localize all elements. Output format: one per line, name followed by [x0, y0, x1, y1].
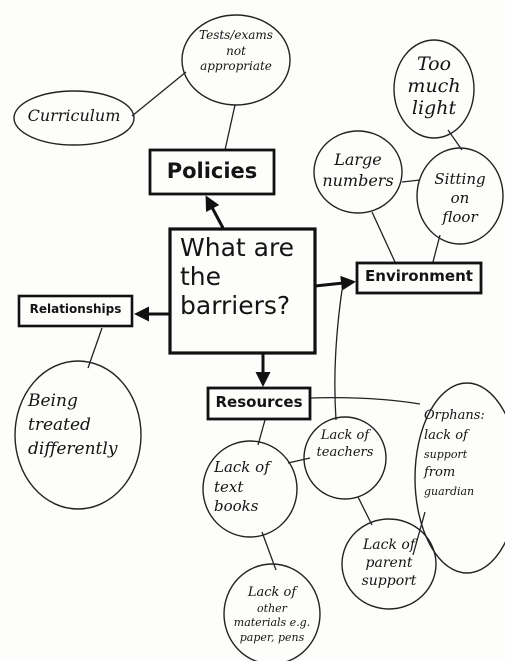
link-largenumbers-environment — [372, 212, 395, 262]
lack-parent-support-line-1: Lack of — [362, 537, 416, 553]
tests-line-3: appropriate — [200, 59, 272, 74]
too-much-light-line-1: Too — [416, 53, 452, 75]
resources-label: Resources — [215, 393, 303, 411]
large-numbers-line-1: Large — [334, 150, 382, 169]
lack-parent-support-label — [346, 536, 432, 591]
central-question-line-3: barriers? — [180, 290, 291, 320]
central-question — [172, 234, 313, 320]
too-much-light-label — [398, 54, 470, 120]
lack-parent-support-line-3: support — [361, 573, 417, 590]
link-sitting-environment — [433, 235, 440, 262]
link-curriculum-tests — [132, 72, 186, 116]
lack-text-books-line-1: Lack of — [214, 458, 270, 476]
treated-differently-line-3: differently — [28, 438, 118, 459]
policies-label: Policies — [166, 159, 258, 183]
link-policies-tests — [225, 105, 235, 150]
link-teachers-parent — [358, 497, 372, 525]
tests-line-1: Tests/exams — [199, 28, 273, 42]
link-environment-teachers-line — [335, 290, 342, 420]
large-numbers-label — [318, 150, 398, 192]
treated-differently-label — [22, 390, 134, 461]
orphans-label — [420, 406, 505, 501]
too-much-light-line-3: light — [411, 96, 457, 119]
central-question-line-2: the — [180, 261, 222, 291]
sitting-on-floor-label — [422, 170, 498, 226]
too-much-light-line-2: much — [407, 74, 461, 97]
relationships-label: Relationships — [29, 302, 122, 316]
link-resources-orphans — [310, 398, 420, 404]
lack-teachers-line-2: teachers — [316, 444, 374, 460]
orphans-line-1: Orphans: — [424, 408, 485, 423]
sitting-on-floor-line-1: Sitting — [434, 170, 486, 188]
lack-other-materials-line-4: paper, pens — [239, 631, 305, 645]
tests-label — [190, 28, 282, 75]
lack-parent-support-line-2: parent — [365, 555, 413, 572]
lack-teachers-label — [310, 428, 380, 462]
sitting-on-floor-line-2: on — [450, 188, 470, 207]
orphans-line-2: lack of — [424, 428, 468, 444]
tests-line-2: not — [226, 43, 246, 58]
treated-differently-line-2: treated — [28, 414, 91, 435]
curriculum-label: Curriculum — [27, 106, 121, 125]
lack-text-books-line-3: books — [214, 497, 259, 515]
orphans-line-4: from — [424, 465, 456, 481]
lack-other-materials-line-1: Lack of — [247, 585, 297, 600]
orphans-line-3: support — [424, 448, 468, 462]
lack-teachers-line-1: Lack of — [320, 428, 370, 443]
lack-other-materials-label — [226, 584, 318, 646]
sitting-on-floor-line-3: floor — [442, 207, 478, 226]
lack-other-materials-line-2: other — [257, 601, 287, 615]
lack-text-books-line-2: text — [214, 477, 244, 496]
lack-other-materials-line-3: materials e.g. — [233, 616, 311, 630]
central-question-line-1: What are — [180, 233, 295, 262]
treated-differently-line-1: Being — [28, 391, 78, 411]
link-toomuchlight-sitting — [448, 130, 462, 150]
environment-label: Environment — [365, 267, 473, 285]
link-largenumbers-sitting — [402, 180, 420, 182]
lack-text-books-label — [208, 458, 296, 517]
arrow-to-environment — [315, 282, 353, 286]
arrow-to-policies — [207, 198, 223, 228]
large-numbers-line-2: numbers — [322, 170, 394, 190]
orphans-line-5: guardian — [424, 485, 475, 499]
